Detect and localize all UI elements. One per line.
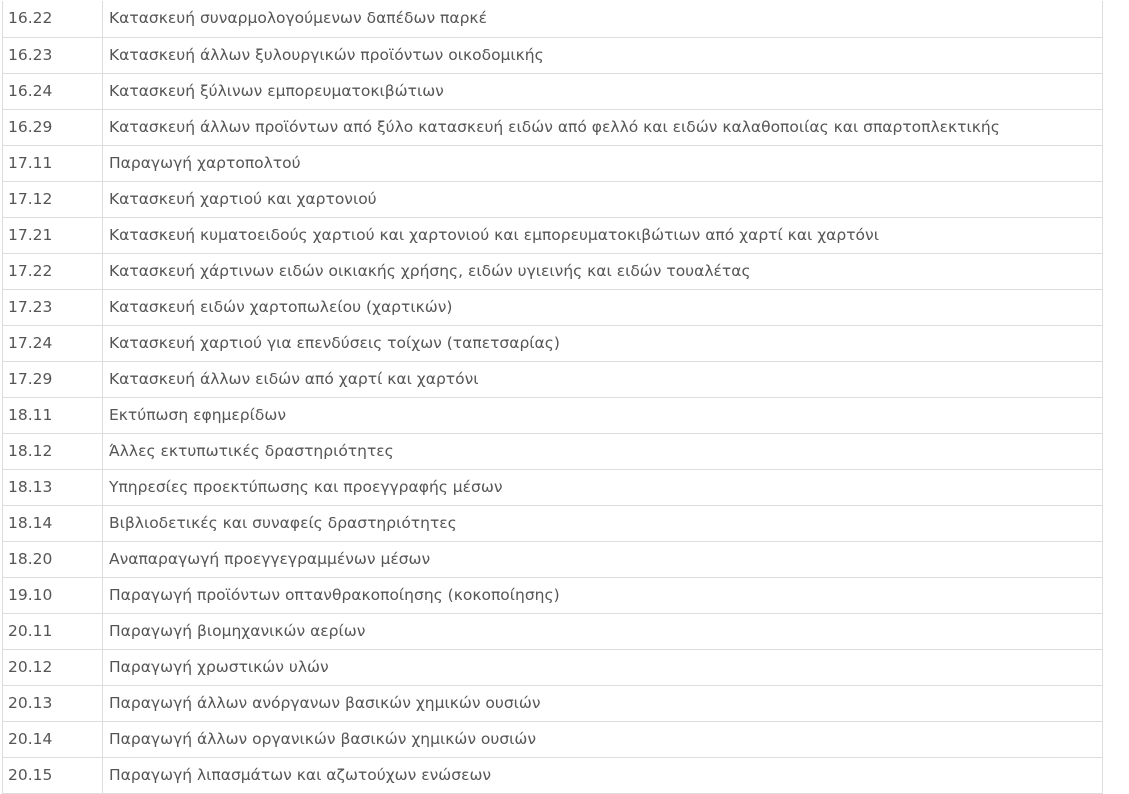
activity-code-cell: 16.22 [3,1,103,37]
activity-codes-table [3,1,1102,794]
table-row [3,325,1102,361]
activity-description-cell: Κατασκευή άλλων ειδών από χαρτί και χαρτόνι [103,361,1103,397]
table-body [3,1,1102,793]
table-row [3,1,1102,37]
table-row [3,541,1102,577]
table-row [3,577,1102,613]
activity-description-cell: Παραγωγή βιομηχανικών αερίων [103,613,1103,649]
activity-code-cell: 16.29 [3,109,103,145]
activity-description-cell: Κατασκευή ξύλινων εμπορευματοκιβώτιων [103,73,1103,109]
table-row [3,721,1102,757]
activity-code-cell: 20.15 [3,757,103,793]
activity-code-cell: 18.20 [3,541,103,577]
activity-code-cell: 20.11 [3,613,103,649]
table-row [3,37,1102,73]
table-row [3,217,1102,253]
activity-description-cell: Κατασκευή κυματοειδούς χαρτιού και χαρτονιού και εμπορευματοκιβώτιων από χαρτί και χαρτόνι [103,217,1103,253]
table-row [3,109,1102,145]
table-row [3,361,1102,397]
activity-code-cell: 18.12 [3,433,103,469]
activity-code-cell: 20.14 [3,721,103,757]
activity-code-cell: 17.29 [3,361,103,397]
activity-description-cell: Κατασκευή άλλων ξυλουργικών προϊόντων οικοδομικής [103,37,1103,73]
activity-description-cell: Κατασκευή άλλων προϊόντων από ξύλο κατασκευή ειδών από φελλό και ειδών καλαθοποιίας και σπαρτοπλεκτικής [103,109,1103,145]
activity-code-cell: 18.14 [3,505,103,541]
activity-description-cell: Κατασκευή συναρμολογούμενων δαπέδων παρκέ [103,1,1103,37]
table-row [3,433,1102,469]
table-row [3,685,1102,721]
activity-description-cell: Υπηρεσίες προεκτύπωσης και προεγγραφής μέσων [103,469,1103,505]
activity-code-cell: 16.23 [3,37,103,73]
activity-description-cell: Παραγωγή λιπασμάτων και αζωτούχων ενώσεων [103,757,1103,793]
activity-description-cell: Παραγωγή προϊόντων οπτανθρακοποίησης (κοκοποίησης) [103,577,1103,613]
activity-code-cell: 18.11 [3,397,103,433]
activity-description-cell: Κατασκευή χαρτιού για επενδύσεις τοίχων (ταπετσαρίας) [103,325,1103,361]
activity-code-cell: 20.12 [3,649,103,685]
activity-code-cell: 17.21 [3,217,103,253]
table-row [3,397,1102,433]
activity-code-cell: 17.11 [3,145,103,181]
activity-code-cell: 17.22 [3,253,103,289]
activity-description-cell: Κατασκευή ειδών χαρτοπωλείου (χαρτικών) [103,289,1103,325]
activity-code-cell: 18.13 [3,469,103,505]
table-row [3,649,1102,685]
activity-description-cell: Άλλες εκτυπωτικές δραστηριότητες [103,433,1103,469]
activity-description-cell: Παραγωγή άλλων οργανικών βασικών χημικών ουσιών [103,721,1103,757]
table-row [3,613,1102,649]
activity-description-cell: Βιβλιοδετικές και συναφείς δραστηριότητες [103,505,1103,541]
activity-code-cell: 17.12 [3,181,103,217]
table-row [3,145,1102,181]
activity-description-cell: Κατασκευή χάρτινων ειδών οικιακής χρήσης, ειδών υγιεινής και ειδών τουαλέτας [103,253,1103,289]
table-row [3,73,1102,109]
table-row [3,253,1102,289]
activity-description-cell: Παραγωγή χρωστικών υλών [103,649,1103,685]
activity-code-cell: 19.10 [3,577,103,613]
activity-codes-table-container [2,1,1103,794]
activity-description-cell: Παραγωγή χαρτοπολτού [103,145,1103,181]
table-row [3,757,1102,793]
activity-description-cell: Παραγωγή άλλων ανόργανων βασικών χημικών ουσιών [103,685,1103,721]
activity-code-cell: 20.13 [3,685,103,721]
activity-description-cell: Κατασκευή χαρτιού και χαρτονιού [103,181,1103,217]
table-row [3,181,1102,217]
activity-code-cell: 16.24 [3,73,103,109]
activity-code-cell: 17.24 [3,325,103,361]
table-row [3,505,1102,541]
activity-code-cell: 17.23 [3,289,103,325]
table-row [3,289,1102,325]
table-row [3,469,1102,505]
activity-description-cell: Αναπαραγωγή προεγγεγραμμένων μέσων [103,541,1103,577]
activity-description-cell: Εκτύπωση εφημερίδων [103,397,1103,433]
